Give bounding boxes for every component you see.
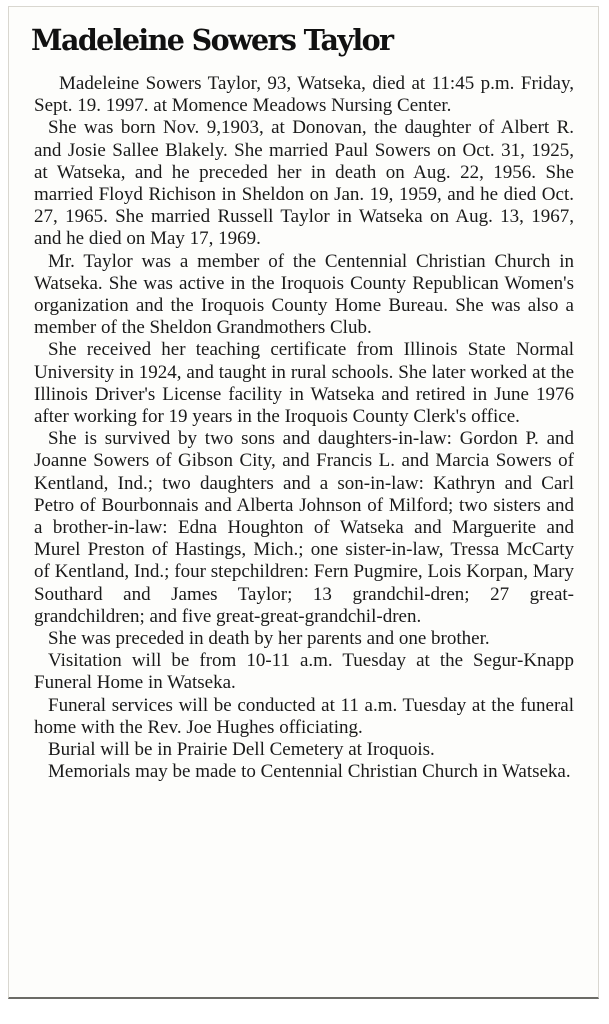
paragraph-visitation: Visitation will be from 10-11 a.m. Tuesday at the Segur-Knapp Funeral Home in Watseka. <box>34 650 574 694</box>
paragraph-survivors: She is survived by two sons and daughters-in-law: Gordon P. and Joanne Sowers of Gibson City, and Francis L. and Marcia Sowers of Kentland, Ind.; two daughters and a son-in-law: Kathryn and Carl Petro of Bourbonnais and Alberta Johnson of Milford; two sisters and a brother-in-law: Edna Houghton of Watseka and Marguerite and Murel Preston of Hastings, Mich.; one sister-in-law, Tressa McCarty of Kentland, Ind.; four stepchildren: Fern Pugmire, Lois Korpan, Mary Southard and James Taylor; 13 grandchil-dren; 27 great-grandchildren; and five great-great-grandchil-dren. <box>34 428 574 627</box>
obituary-headline: Madeleine Sowers Taylor <box>31 23 393 57</box>
paragraph-birth-marriages: She was born Nov. 9,1903, at Donovan, the daughter of Albert R. and Josie Sallee Blakely. She married Paul Sowers on Oct. 31, 1925, at Watseka, and he preceded her in death on Aug. 22, 1956. She married Floyd Richison in Sheldon on Jan. 19, 1959, and he died Oct. 27, 1965. She married Russell Taylor in Watseka on Aug. 13, 1967, and he died on May 17, 1969. <box>34 117 574 250</box>
paragraph-memberships: Mr. Taylor was a member of the Centennial Christian Church in Watseka. She was active in the Iroquois County Republican Women's organization and the Iroquois County Home Bureau. She was also a member of the Sheldon Grandmothers Club. <box>34 250 574 339</box>
obituary-clipping <box>8 6 599 999</box>
paragraph-burial: Burial will be in Prairie Dell Cemetery at Iroquois. <box>48 739 435 761</box>
paragraph-career: She received her teaching certificate from Illinois State Normal University in 1924, and taught in rural schools. She later worked at the Illinois Driver's License facility in Watseka and retired in June 1976 after working for 19 years in the Iroquois County Clerk's office. <box>34 339 574 428</box>
paragraph-funeral: Funeral services will be conducted at 11 a.m. Tuesday at the funeral home with the Rev. Joe Hughes officiating. <box>34 694 574 738</box>
paragraph-preceded: She was preceded in death by her parents and one brother. <box>48 628 490 650</box>
paragraph-memorials: Memorials may be made to Centennial Christian Church in Watseka. <box>48 761 571 783</box>
paragraph-death-notice: Madeleine Sowers Taylor, 93, Watseka, died at 11:45 p.m. Friday, Sept. 19. 1997. at Momence Meadows Nursing Center. <box>34 73 574 117</box>
obituary-body <box>34 73 574 784</box>
